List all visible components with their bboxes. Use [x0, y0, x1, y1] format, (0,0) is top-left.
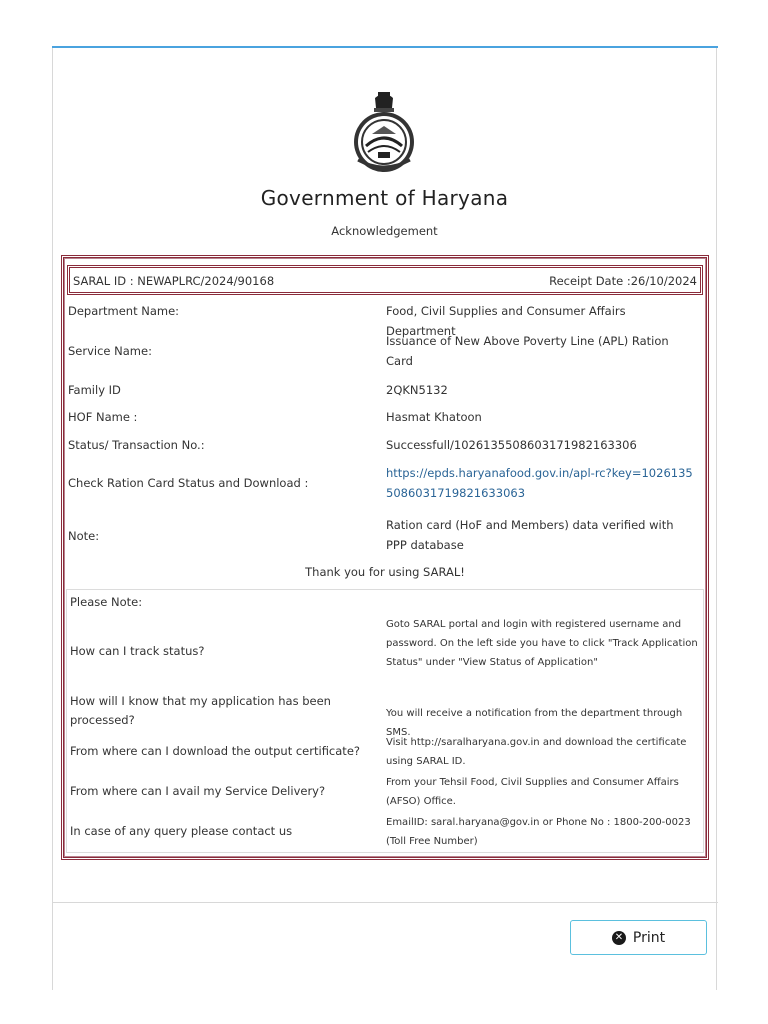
- print-button[interactable]: [570, 920, 707, 955]
- faq-answer-contact: EmailID: saral.haryana@gov.in or Phone No : 1800-200-0023 (Toll Free Number): [386, 817, 691, 847]
- faq-answer-delivery: From your Tehsil Food, Civil Supplies and Consumer Affairs (AFSO) Office.: [386, 777, 679, 807]
- hof-name-value: Hasmat Khatoon: [386, 410, 482, 424]
- status-value: Successfull/1026135508603171982163306: [386, 438, 637, 452]
- footer-divider: [52, 902, 718, 903]
- note-label: Note:: [68, 529, 100, 543]
- department-name-label: Department Name:: [68, 304, 180, 318]
- saral-id-bar: [67, 265, 703, 295]
- service-name-value: Issuance of New Above Poverty Line (APL) Ration Card: [386, 334, 669, 368]
- family-id-value: 2QKN5132: [386, 383, 448, 397]
- ration-card-status-link[interactable]: https://epds.haryanafood.gov.in/apl-rc?key=10261355086031719821633063: [386, 466, 693, 500]
- faq-answer-processed: You will receive a notification from the department through SMS.: [386, 708, 683, 738]
- saral-id: SARAL ID : NEWAPLRC/2024/90168: [73, 274, 275, 288]
- faq-question-contact: In case of any query please contact us: [70, 824, 293, 838]
- faq-question-download: From where can I download the output certificate?: [70, 744, 360, 758]
- hof-name-label: HOF Name :: [68, 410, 138, 424]
- page-title: Government of Haryana: [260, 186, 509, 210]
- faq-question-processed: How will I know that my application has been processed?: [70, 694, 331, 727]
- top-accent-rule: [52, 46, 718, 48]
- thank-you-message: Thank you for using SARAL!: [305, 565, 465, 579]
- family-id-label: Family ID: [68, 383, 121, 397]
- receipt-date: Receipt Date :26/10/2024: [549, 274, 697, 288]
- haryana-emblem: [348, 90, 420, 176]
- faq-question-track: How can I track status?: [70, 644, 205, 658]
- faq-answer-download: Visit http://saralharyana.gov.in and download the certificate using SARAL ID.: [386, 737, 687, 767]
- print-button-label: Print: [632, 929, 666, 946]
- ration-card-status-label: Check Ration Card Status and Download :: [68, 476, 309, 490]
- faq-answer-track: Goto SARAL portal and login with registered username and password. On the left side you have to click "Track Application Status" under "View Status of Application": [386, 619, 698, 668]
- department-name-value: Food, Civil Supplies and Consumer Affairs Department: [386, 304, 626, 338]
- please-note-heading: Please Note:: [70, 595, 143, 609]
- service-name-label: Service Name:: [68, 344, 152, 358]
- faq-question-delivery: From where can I avail my Service Delivery?: [70, 784, 326, 798]
- note-value: Ration card (HoF and Members) data verified with PPP database: [386, 518, 674, 552]
- status-label: Status/ Transaction No.:: [68, 438, 205, 452]
- close-circle-icon: ✕: [612, 931, 626, 945]
- page-subtitle: Acknowledgement: [331, 224, 438, 238]
